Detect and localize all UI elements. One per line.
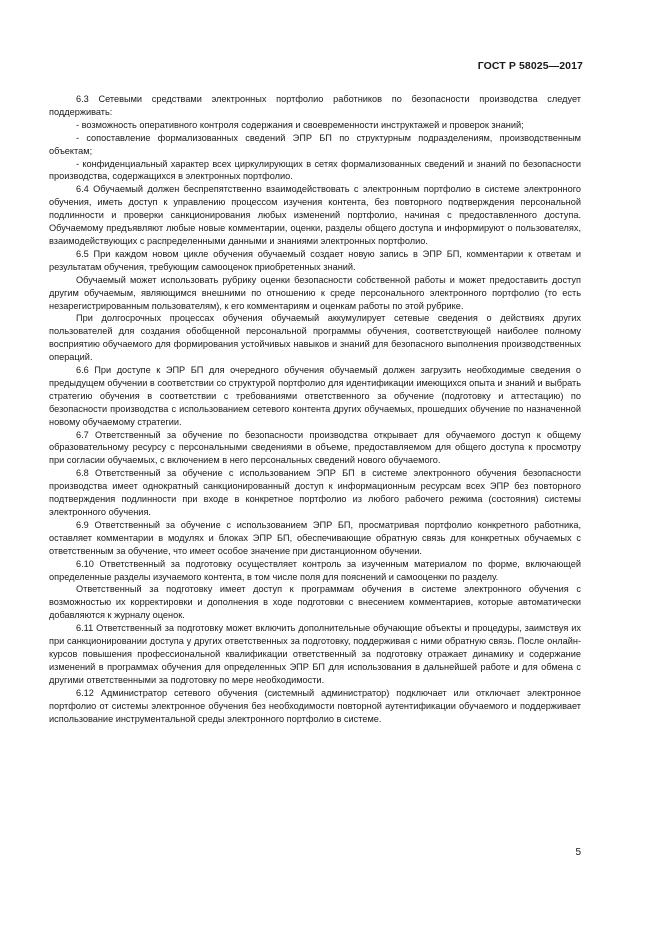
paragraph: 6.12 Администратор сетевого обучения (системный администратор) подключает или отключает электронное портфолио от системы электронное обучения без необходимости повторной аутентификации обучаемого и поддерживает использование инструментальной среды электронного портфолио в системе. (49, 687, 581, 724)
paragraph: 6.6 При доступе к ЭПР БП для очередного обучения обучаемый должен загрузить необходимые сведения о предыдущем обучении в соответствии со структурой портфолио для идентификации имеющихся опыта и знаний и выбрать стратегию обучения в соответствии с требованиями ответственного за обучение (подготовку и аттестацию) по безопасности производства с использованием сетевого контента других обучаемых, прошедших обучение по назначенной новому обучаемому стратегии. (49, 365, 581, 427)
paragraph: 6.7 Ответственный за обучение по безопасности производства открывает для обучаемого доступ к общему образовательному ресурсу с персональными сведениями в объеме, предоставляемом для общего доступа к просмотру при согласии обучаемых, с включением в него персональных сведений нового обучаемого. (49, 429, 581, 466)
list-item: - конфиденциальный характер всех циркулирующих в сетях формализованных сведений и знаний по безопасности производства, содержащихся в электронных портфолио. (49, 158, 581, 182)
list-item: - возможность оперативного контроля содержания и своевременности инструктажей и проверок знаний; (76, 119, 524, 130)
paragraph: 6.10 Ответственный за подготовку осуществляет контроль за изученным материалом по форме, включающей определенные разделы изучаемого контента, в том числе поля для пояснений и самооценки по разделу. (49, 558, 581, 582)
paragraph: Ответственный за подготовку имеет доступ к программам обучения в системе электронного обучения с возможностью их корректировки и дополнения в ходе подготовки с внесением комментариев, которые автоматически добавляются к журналу оценок. (49, 584, 581, 621)
list-item: - сопоставление формализованных сведений ЭПР БП по структурным подразделениям, производственным объектам; (49, 132, 581, 156)
paragraph: 6.9 Ответственный за обучение с использованием ЭПР БП, просматривая портфолио конкретного работника, оставляет комментарии в модулях и блоках ЭПР БП, обеспечивающие обратную связь для конкретных обучаемых с ответственным за обучение, что имеет особое значение при дистанционном обучении. (49, 519, 581, 556)
paragraph: 6.8 Ответственный за обучение с использованием ЭПР БП в системе электронного обучения безопасности производства имеет однократный санкционированный доступ к информационным ресурсам всех ЭПР без повторного подтверждения подлинности при входе в конкретное портфолио из любого рабочего режима (состояния) системы электронного обучения. (49, 468, 581, 517)
paragraph: 6.5 При каждом новом цикле обучения обучаемый создает новую запись в ЭПР БП, комментарии к ответам и результатам обучения, требующим самооценок приобретенных знаний. (49, 248, 581, 272)
paragraph: 6.3 Сетевыми средствами электронных портфолио работников по безопасности производства следует поддерживать: (49, 94, 581, 117)
page-number: 5 (575, 847, 581, 858)
paragraph: Обучаемый может использовать рубрику оценки безопасности собственной работы и может предоставить доступ другим обучаемым, являющимся внешними по отношению к среде персонального электронного портфолио (то есть незарегистрированным пользователям), к его комментариям и оценкам работы по этой рубрике. (49, 274, 581, 311)
document-body (49, 93, 581, 725)
paragraph: 6.11 Ответственный за подготовку может включить дополнительные обучающие объекты и процедуры, заимствуя их при санкционировании доступа у других ответственных за подготовку, поддерживая с ними обратную связь. После онлайн-курсов повышения профессиональной квалификации ответственный за подготовку отражает динамику и содержание изменений в программах обучения для определенных ЭПР БП для использования в дальнейшей работе и для обмена с другими ответственными за подготовку по мере необходимости. (49, 623, 581, 685)
paragraph: При долгосрочных процессах обучения обучаемый аккумулирует сетевые сведения о действиях других пользователей для создания обобщенной персональной программы обучения, соответствующей наиболее полному восприятию обучаемого для формирования устойчивых навыков и знаний для безопасного выполнения производственных операций. (49, 313, 581, 363)
standard-designation: ГОСТ Р 58025—2017 (477, 60, 583, 72)
paragraph: 6.4 Обучаемый должен беспрепятственно взаимодействовать с электронным портфолио в системе электронного обучения, иметь доступ к управлению процессом изучения контента, без повторного подтверждения персональной подлинности и проверки санкционирования любых изменений портфолио, начиная с предоставленного доступа. Обучаемому предъявляют любые новые комментарии, оценки, разделы общего доступа и информируют о пользователях, взаимодействующих с распределенными данными и знаниями электронных портфолио. (49, 184, 581, 246)
